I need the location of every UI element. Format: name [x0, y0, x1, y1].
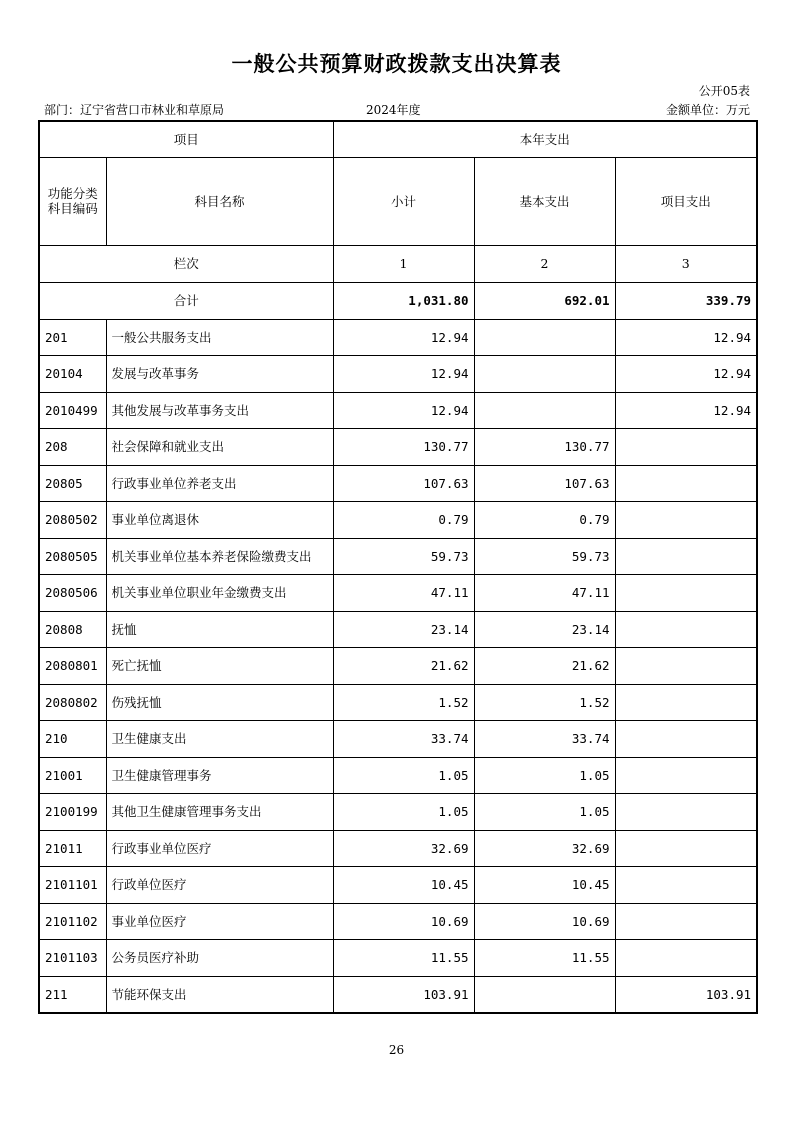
- fiscal-year: 2024年度: [366, 103, 421, 117]
- row-basic: [474, 976, 615, 1013]
- row-basic: [474, 356, 615, 393]
- row-code: 211: [39, 976, 106, 1013]
- row-subject-name: 行政单位医疗: [106, 867, 333, 904]
- row-code: 20808: [39, 611, 106, 648]
- row-code: 2010499: [39, 392, 106, 429]
- table-row: [39, 794, 757, 831]
- row-code: 2080801: [39, 648, 106, 685]
- table-row: [39, 611, 757, 648]
- total-project: 339.79: [615, 282, 757, 319]
- col-number-3: 3: [615, 245, 757, 282]
- row-subject-name: 抚恤: [106, 611, 333, 648]
- row-subject-name: 伤残抚恤: [106, 684, 333, 721]
- row-project: [615, 648, 757, 685]
- row-subject-name: 其他卫生健康管理事务支出: [106, 794, 333, 831]
- column-label: 栏次: [39, 245, 333, 282]
- row-basic: 0.79: [474, 502, 615, 539]
- row-subtotal: 47.11: [333, 575, 474, 612]
- row-code: 2080505: [39, 538, 106, 575]
- row-subject-name: 其他发展与改革事务支出: [106, 392, 333, 429]
- row-subtotal: 1.52: [333, 684, 474, 721]
- project-header: 项目: [39, 121, 333, 157]
- row-subtotal: 1.05: [333, 757, 474, 794]
- func-code-header: 功能分类科目编码: [39, 157, 106, 245]
- row-subtotal: 107.63: [333, 465, 474, 502]
- row-project: [615, 575, 757, 612]
- row-project: [615, 794, 757, 831]
- row-subject-name: 行政事业单位养老支出: [106, 465, 333, 502]
- row-subject-name: 机关事业单位基本养老保险缴费支出: [106, 538, 333, 575]
- row-code: 21001: [39, 757, 106, 794]
- table-row: [39, 502, 757, 539]
- table-row: [39, 940, 757, 977]
- row-code: 201: [39, 319, 106, 356]
- row-subtotal: 10.69: [333, 903, 474, 940]
- row-code: 20104: [39, 356, 106, 393]
- row-basic: 59.73: [474, 538, 615, 575]
- meta-line: [44, 101, 750, 117]
- row-basic: 23.14: [474, 611, 615, 648]
- table-row: [39, 721, 757, 758]
- row-code: 208: [39, 429, 106, 466]
- row-project: [615, 721, 757, 758]
- table-row: [39, 392, 757, 429]
- current-year-header: 本年支出: [333, 121, 757, 157]
- row-subtotal: 33.74: [333, 721, 474, 758]
- row-subtotal: 10.45: [333, 867, 474, 904]
- total-label: 合计: [39, 282, 333, 319]
- subtotal-header: 小计: [333, 157, 474, 245]
- total-row: [39, 282, 757, 319]
- row-subject-name: 卫生健康支出: [106, 721, 333, 758]
- row-subtotal: 130.77: [333, 429, 474, 466]
- row-code: 2101101: [39, 867, 106, 904]
- row-project: [615, 830, 757, 867]
- row-subtotal: 12.94: [333, 319, 474, 356]
- row-code: 2100199: [39, 794, 106, 831]
- row-subtotal: 21.62: [333, 648, 474, 685]
- row-code: 2080802: [39, 684, 106, 721]
- row-basic: 10.69: [474, 903, 615, 940]
- header-row-2: [39, 157, 757, 245]
- row-project: 12.94: [615, 319, 757, 356]
- row-subtotal: 59.73: [333, 538, 474, 575]
- row-subject-name: 事业单位离退休: [106, 502, 333, 539]
- row-code: 2101102: [39, 903, 106, 940]
- column-number-row: [39, 245, 757, 282]
- subject-name-header: 科目名称: [106, 157, 333, 245]
- row-basic: [474, 392, 615, 429]
- row-basic: 21.62: [474, 648, 615, 685]
- table-row: [39, 867, 757, 904]
- total-subtotal: 1,031.80: [333, 282, 474, 319]
- table-row: [39, 575, 757, 612]
- row-subject-name: 发展与改革事务: [106, 356, 333, 393]
- row-code: 21011: [39, 830, 106, 867]
- row-basic: 1.05: [474, 757, 615, 794]
- row-basic: 47.11: [474, 575, 615, 612]
- row-subject-name: 节能环保支出: [106, 976, 333, 1013]
- table-row: [39, 684, 757, 721]
- row-code: 2080502: [39, 502, 106, 539]
- row-project: 103.91: [615, 976, 757, 1013]
- department-label: 部门：辽宁省营口市林业和草原局: [44, 103, 225, 117]
- row-basic: 10.45: [474, 867, 615, 904]
- row-subtotal: 12.94: [333, 356, 474, 393]
- row-subject-name: 卫生健康管理事务: [106, 757, 333, 794]
- row-subtotal: 12.94: [333, 392, 474, 429]
- row-project: [615, 940, 757, 977]
- row-subtotal: 11.55: [333, 940, 474, 977]
- row-project: 12.94: [615, 356, 757, 393]
- row-project: 12.94: [615, 392, 757, 429]
- row-project: [615, 684, 757, 721]
- page-title: 一般公共预算财政拨款支出决算表: [231, 52, 562, 76]
- row-basic: 1.52: [474, 684, 615, 721]
- row-project: [615, 502, 757, 539]
- row-subtotal: 0.79: [333, 502, 474, 539]
- row-code: 2080506: [39, 575, 106, 612]
- table-row: [39, 903, 757, 940]
- row-basic: 130.77: [474, 429, 615, 466]
- table-row: [39, 648, 757, 685]
- row-project: [615, 538, 757, 575]
- col-number-1: 1: [333, 245, 474, 282]
- table-row: [39, 976, 757, 1013]
- row-basic: 32.69: [474, 830, 615, 867]
- basic-header: 基本支出: [474, 157, 615, 245]
- row-code: 20805: [39, 465, 106, 502]
- table-row: [39, 830, 757, 867]
- row-basic: 107.63: [474, 465, 615, 502]
- table-row: [39, 538, 757, 575]
- form-number: 公开05表: [698, 84, 750, 98]
- table-row: [39, 429, 757, 466]
- row-project: [615, 757, 757, 794]
- expenditure-table: [38, 120, 758, 1014]
- row-subject-name: 机关事业单位职业年金缴费支出: [106, 575, 333, 612]
- table-row: [39, 356, 757, 393]
- project-exp-header: 项目支出: [615, 157, 757, 245]
- row-subtotal: 103.91: [333, 976, 474, 1013]
- row-basic: 33.74: [474, 721, 615, 758]
- page-number: 26: [388, 1043, 405, 1057]
- row-basic: 1.05: [474, 794, 615, 831]
- row-subject-name: 事业单位医疗: [106, 903, 333, 940]
- row-project: [615, 611, 757, 648]
- table-row: [39, 319, 757, 356]
- row-code: 2101103: [39, 940, 106, 977]
- row-project: [615, 867, 757, 904]
- row-subject-name: 行政事业单位医疗: [106, 830, 333, 867]
- row-subject-name: 死亡抚恤: [106, 648, 333, 685]
- row-subtotal: 23.14: [333, 611, 474, 648]
- row-code: 210: [39, 721, 106, 758]
- total-basic: 692.01: [474, 282, 615, 319]
- row-subject-name: 社会保障和就业支出: [106, 429, 333, 466]
- table-row: [39, 465, 757, 502]
- row-subtotal: 32.69: [333, 830, 474, 867]
- row-basic: [474, 319, 615, 356]
- row-project: [615, 903, 757, 940]
- row-subject-name: 公务员医疗补助: [106, 940, 333, 977]
- row-project: [615, 465, 757, 502]
- amount-unit: 金额单位：万元: [665, 103, 750, 117]
- table-row: [39, 757, 757, 794]
- col-number-2: 2: [474, 245, 615, 282]
- row-subject-name: 一般公共服务支出: [106, 319, 333, 356]
- row-project: [615, 429, 757, 466]
- row-subtotal: 1.05: [333, 794, 474, 831]
- row-basic: 11.55: [474, 940, 615, 977]
- header-row-1: [39, 121, 757, 157]
